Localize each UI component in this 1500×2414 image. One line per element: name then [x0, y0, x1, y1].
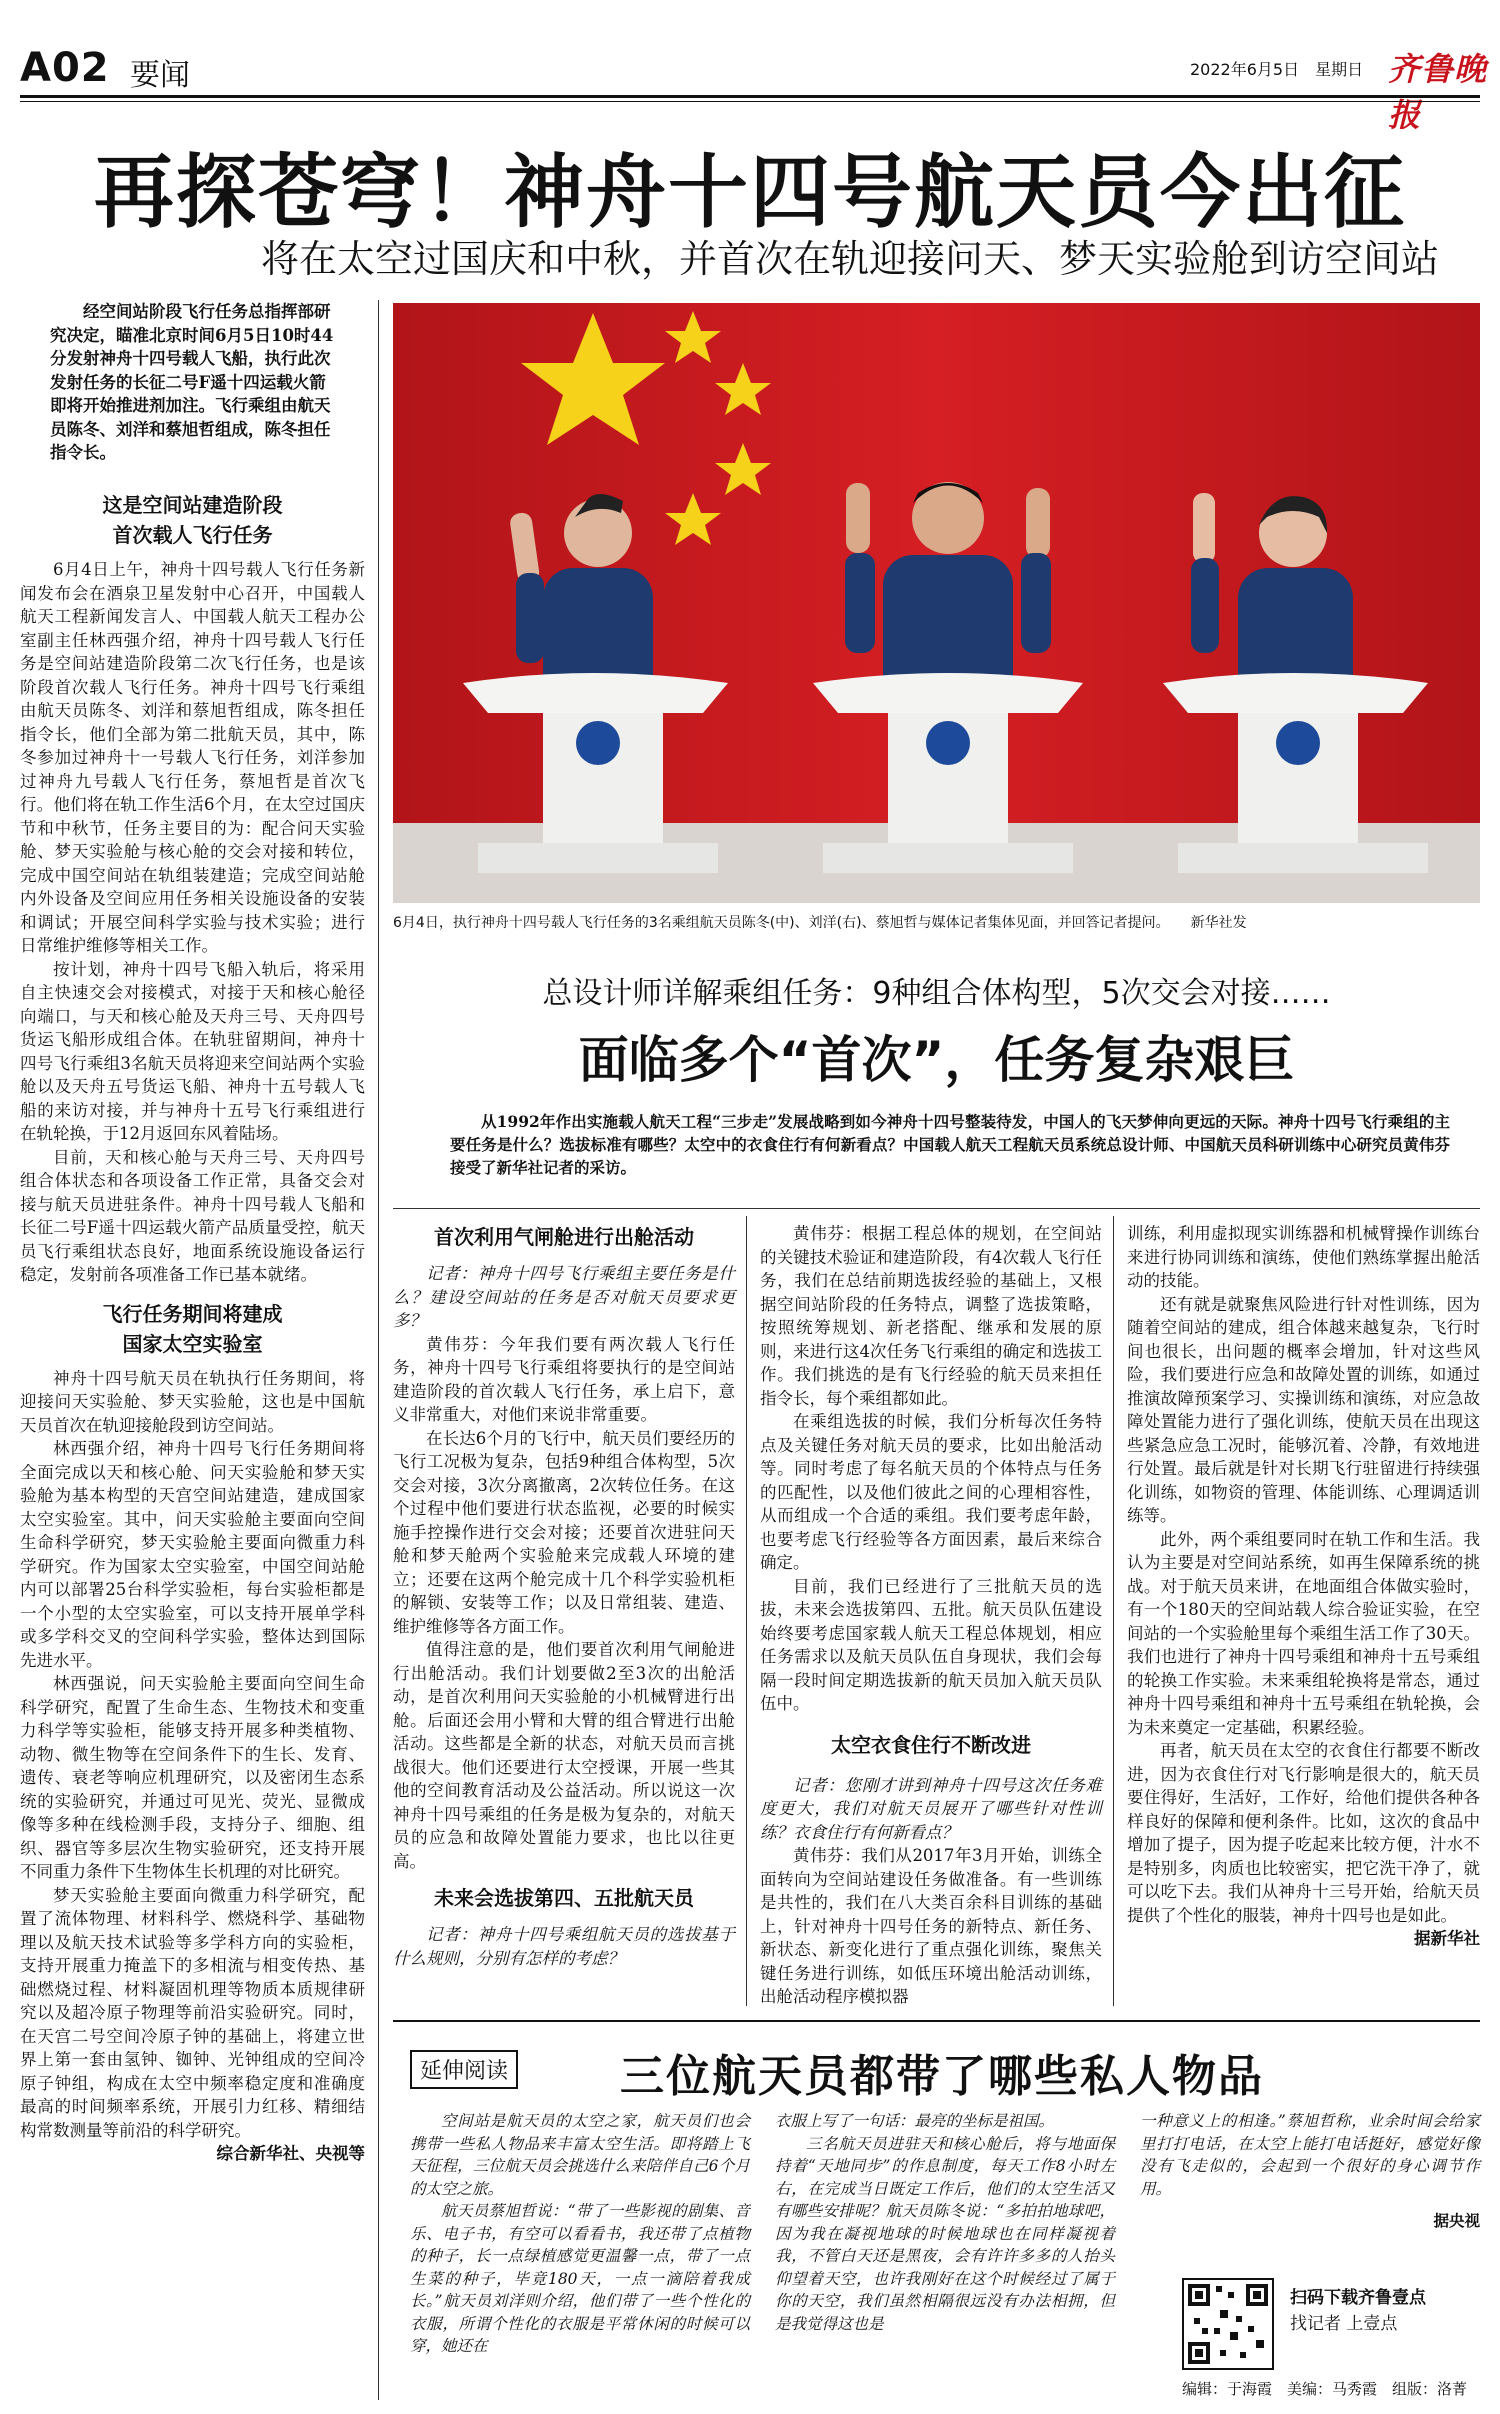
photo-caption: 6月4日，执行神舟十四号载人飞行任务的3名乘组航天员陈冬(中)、刘洋(右)、蔡旭哲与媒体记者集体见面，并回答记者提问。 新华社发 [393, 915, 1247, 931]
masthead-rule [20, 95, 1480, 98]
photo-illustration [393, 303, 1480, 903]
paragraph: 还有就是就聚焦风险进行针对性训练，因为随着空间站的建成，组合体越来越复杂，飞行时间也很长，出问题的概率会增加，针对这些风险，我们要进行应急和故障处置的训练，如通过推演故障预案学习、实操训练和演练，对应急故障处置能力进行了强化训练，使航天员在出现这些紧急应急工况时，能够沉着、冷静，有效地进行处置。最后就是针对长期飞行驻留进行持续强化训练，如物资的管理、体能训练、心理调适训练等。 [1127, 1294, 1480, 1525]
section-title: 要闻 [130, 58, 190, 93]
extended-column-3 [1140, 2110, 1480, 2233]
page-number: A02 [20, 45, 110, 91]
brand-logo: 齐鲁晚报 [1388, 50, 1488, 134]
issue-date: 2022年6月5日 星期日 [1190, 60, 1364, 79]
extended-reading-label: 延伸阅读 [410, 2050, 518, 2089]
column-divider [746, 1216, 747, 2006]
lead-paragraph: 经空间站阶段飞行任务总指挥部研究决定，瞄准北京时间6月5日10时44分发射神舟十四号载人飞船，执行此次发射任务的长征二号F遥十四运载火箭即将开始推进剂加注。飞行乘组由航天员陈冬、刘洋和蔡旭哲组成，陈冬担任指令长。 [50, 302, 334, 462]
feature-column-1 [393, 1222, 735, 1970]
column-divider [1113, 1216, 1114, 2006]
feature-column-3 [1127, 1222, 1480, 1951]
section-heading: 这是空间站建造阶段 首次载人飞行任务 [102, 493, 283, 547]
section-heading: 太空衣食住行不断改进 [831, 1732, 1031, 1757]
paragraph: 衣服上写了一句话：最亮的坐标是祖国。 [775, 2112, 1055, 2130]
credit: 据新华社 [1414, 1929, 1480, 1948]
feature-intro: 从1992年作出实施载人航天工程“三步走”发展战略到如今神舟十四号整装待发，中国人的飞天梦伸向更远的天际。神舟十四号飞行乘组的主要任务是什么？选拔标准有哪些？太空中的衣食住行有何新看点？中国载人航天工程航天员系统总设计师、中国航天员科研训练中心研究员黄伟芬接受了新华社记者的采访。 [450, 1112, 1450, 1177]
paragraph: 再者，航天员在太空的衣食住行都要不断改进，因为衣食住行对飞行影响是很大的，航天员要住得好，生活好，工作好，给他们提供各种各样良好的保障和便利条件。比如，这次的食品中增加了提子，因为提子吃起来比较方便，汁水不是特别多，肉质也比较密实，把它洗干净了，就可以吃下去。我们从神舟十三号开始，给航天员提供了个性化的服装，神舟十四号也是如此。 [1127, 1741, 1480, 1925]
paragraph: 值得注意的是，他们要首次利用气闸舱进行出舱活动。我们计划要做2至3次的出舱活动，是首次利用问天实验舱的小机械臂进行出舱。后面还会用小臂和大臂的组合臂进行出舱活动。这些都是全新的状态，对航天员而言挑战很大。他们还要进行太空授课，开展一些其他的空间教育活动及公益活动。所以说这一次神舟十四号乘组的任务是极为复杂的，对航天员的应急和故障处置能力要求，也比以往更高。 [393, 1640, 735, 1871]
credit: 综合新华社、央视等 [216, 2144, 365, 2163]
credit: 据央视 [1433, 2211, 1480, 2230]
qr-caption: 扫码下载齐鲁壹点 找记者 上壹点 [1290, 2288, 1426, 2334]
answer: 黄伟芬：根据工程总体的规划，在空间站的关键技术验证和建造阶段，有4次载人飞行任务，我们在总结前期选拔经验的基础上，又根据空间站阶段的任务特点，调整了选拔策略，按照统筹规划、新老搭配、继承和发展的原则，来进行这4次任务飞行乘组的确定和选拔工作。我们挑选的是有飞行经验的航天员来担任指令长，每个乘组都如此。 [760, 1224, 1102, 1408]
question: 记者：神舟十四号乘组航天员的选拔基于什么规则，分别有怎样的考虑？ [393, 1925, 735, 1968]
section-heading: 飞行任务期间将建成 国家太空实验室 [102, 1301, 283, 1356]
paragraph: 目前，天和核心舱与天舟三号、天舟四号组合体状态和各项设备工作正常，具备交会对接与航天员进驻条件。神舟十四号载人飞船和长征二号F遥十四运载火箭产品质量受控，航天员飞行乘组状态良好，地面系统设施设备运行稳定，发射前各项准备工作已基本就绪。 [20, 1147, 365, 1284]
column-divider [378, 300, 379, 2400]
paragraph: 此外，两个乘组要同时在轨工作和生活。我认为主要是对空间站系统，如再生保障系统的挑战。对于航天员来讲，在地面组合体做实验时，有一个180天的空间站载人综合验证实验，在空间站的一个实验舱里每个乘组生活工作了30天。我们也进行了神舟十四号乘组和神舟十五号乘组的轮换工作实验。未来乘组轮换将是常态，通过神舟十四号乘组和神舟十五号乘组在轨轮换，会为未来奠定一定基础，积累经验。 [1127, 1529, 1480, 1737]
intro-divider [393, 1208, 1480, 1209]
extended-column-2 [775, 2110, 1115, 2335]
paragraph: 梦天实验舱主要面向微重力科学研究，配置了流体物理、材料科学、燃烧科学、基础物理以及航天技术试验等多学科方向的实验柜，支持开展重力掩盖下的多相流与相变传热、基础燃烧过程、材料凝固机理等物质本质规律研究以及超冷原子物理等前沿实验研究。同时，在天宫二号空间冷原子钟的基础上，将建立世界上第一套由氢钟、铷钟、光钟组成的空间冷原子钟组，构成在太空中频率稳定度和准确度最高的时间频率系统，开展引力红移、精细结构常数测量等前沿的科学研究。 [20, 1885, 365, 2140]
paragraph: 一种意义上的相逢。”蔡旭哲称，业余时间会给家里打打电话，在太空上能打电话挺好，感觉好像没有飞走似的，会起到一个很好的身心调节作用。 [1140, 2112, 1480, 2198]
press-conference-photo [393, 303, 1480, 903]
editor-credits: 编辑：于海霞 美编：马秀霞 组版：洛菁 [1182, 2380, 1468, 2398]
paragraph: 空间站是航天员的太空之家，航天员们也会携带一些私人物品来丰富太空生活。即将踏上飞天征程，三位航天员会挑选什么来陪伴自己6个月的太空之旅。 [410, 2112, 750, 2198]
paragraph: 在长达6个月的飞行中，航天员们要经历的飞行工况极为复杂，包括9种组合体构型，5次交会对接，3次分离撤离，2次转位任务。在这个过程中他们要进行状态监视，必要的时候实施手控操作进行交会对接；还要首次进驻问天舱和梦天舱两个实验舱来完成载人环境的建立；还要在这两个舱完成十几个科学实验机柜的解锁、安装等工作；以及日常组装、建造、维护维修等各方面工作。 [393, 1428, 735, 1636]
left-column [20, 490, 365, 2166]
feature-headline: 面临多个“首次”，任务复杂艰巨 [578, 1031, 1295, 1089]
paragraph: 神舟十四号航天员在轨执行任务期间，将迎接问天实验舱、梦天实验舱，这也是中国航天员首次在轨迎接舱段到访空间站。 [20, 1368, 365, 1435]
masthead-rule-thin [20, 101, 1480, 102]
extended-column-1 [410, 2110, 750, 2358]
answer: 黄伟芬：我们从2017年3月开始，训练全面转向为空间站建设任务做准备。有一些训练是共性的，我们在八大类百余科目训练的基础上，针对神舟十四号任务的新特点、新任务、新状态、新变化进行了重点强化训练，聚焦关键任务进行训练，如低压环境出舱活动训练，出舱活动程序模拟器 [760, 1846, 1102, 2006]
feature-column-2 [760, 1222, 1102, 2009]
extended-headline: 三位航天员都带了哪些私人物品 [620, 2051, 1264, 2102]
paragraph: 林西强介绍，神舟十四号飞行任务期间将全面完成以天和核心舱、问天实验舱和梦天实验舱为基本构型的天宫空间站建造，建成国家太空实验室。其中，问天实验舱主要面向空间生命科学研究，梦天实验舱主要面向微重力科学研究。作为国家太空实验室，中国空间站舱内可以部署25台科学实验柜，每台实验柜都是一个小型的太空实验室，可以支持开展单学科或多学科交叉的空间科学实验，整体达到国际先进水平。 [20, 1439, 365, 1670]
paragraph: 目前，我们已经进行了三批航天员的选拔，未来会选拔第四、五批。航天员队伍建设始终要考虑国家载人航天工程总体规划，相应任务需求以及航天员队伍自身现状，我们会每隔一段时间定期选拔新的航天员加入航天员队伍中。 [760, 1576, 1102, 1713]
paragraph: 在乘组选拔的时候，我们分析每次任务特点及关键任务对航天员的要求，比如出舱活动等。同时考虑了每名航天员的个体特点与任务的匹配性，以及他们彼此之间的心理相容性，从而组成一个合适的乘组。我们要考虑年龄，也要考虑飞行经验等各方面因素，最后来综合确定。 [760, 1412, 1102, 1572]
extended-divider [393, 2020, 1480, 2022]
paragraph: 训练，利用虚拟现实训练器和机械臂操作训练台来进行协同训练和演练，使他们熟练掌握出舱活动的技能。 [1127, 1224, 1480, 1290]
paragraph: 航天员蔡旭哲说：“带了一些影视的剧集、音乐、电子书，有空可以看看书，我还带了点植物的种子，长一点绿植感觉更温馨一点，带了一点生菜的种子，毕竟180天，一点一滴陪着我成长。”航天员刘洋则介绍，他们带了一些个性化的衣服，所谓个性化的衣服是平常休闲的时候可以穿，她还在 [410, 2202, 750, 2355]
page-headline: 再探苍穹！神舟十四号航天员今出征 [94, 146, 1406, 239]
feature-kicker: 总设计师详解乘组任务：9种组合体构型，5次交会对接…… [542, 976, 1331, 1011]
section-heading: 未来会选拔第四、五批航天员 [434, 1886, 694, 1910]
paragraph: 6月4日上午，神舟十四号载人飞行任务新闻发布会在酒泉卫星发射中心召开，中国载人航天工程新闻发言人、中国载人航天工程办公室副主任林西强介绍，神舟十四号载人飞行任务是空间站建造阶段第二次飞行任务，也是该阶段首次载人飞行任务。神舟十四号飞行乘组由航天员陈冬、刘洋和蔡旭哲组成，陈冬担任指令长，他们全部为第二批航天员，其中，陈冬参加过神舟十一号载人飞行任务，刘洋参加过神舟九号载人飞行任务，蔡旭哲是首次飞行。他们将在轨工作生活6个月，在太空过国庆节和中秋节，任务主要目的为：配合问天实验舱、梦天实验舱与核心舱的交会对接和转位，完成中国空间站在轨组装建造；完成空间站舱内外设备及空间应用任务相关设施设备的安装和调试；开展空间科学实验与技术实验；进行日常维护维修等相关工作。 [20, 560, 365, 955]
paragraph: 三名航天员进驻天和核心舱后，将与地面保持着“天地同步”的作息制度，每天工作8小时左右，在完成当日既定工作后，他们的太空生活又有哪些安排呢？航天员陈冬说：“多拍拍地球吧，因为我在凝视地球的时候地球也在同样凝视着我，不管白天还是黑夜，会有许许多多的人抬头仰望着天空，也许我刚好在这个时候经过了属于你的天空，我们虽然相隔很远没有办法相拥，但是我觉得这也是 [775, 2134, 1115, 2333]
qr-code-icon[interactable] [1182, 2278, 1274, 2370]
answer: 黄伟芬：今年我们要有两次载人飞行任务，神舟十四号飞行乘组将要执行的是空间站建造阶段的首次载人飞行任务，承上启下，意义非常重大，对他们来说非常重要。 [393, 1334, 735, 1424]
paragraph: 林西强说，问天实验舱主要面向空间生命科学研究，配置了生命生态、生物技术和变重力科学等实验柜，能够支持开展多种类植物、动物、微生物等在空间条件下的生长、发育、遗传、衰老等响应机理研究，以及密闭生态系统的实验研究，并通过可见光、荧光、显微成像等多种在线检测手段，支持分子、细胞、组织、器官等多层次生物实验研究，还支持开展不同重力条件下生物体生长机理的对比研究。 [20, 1674, 365, 1881]
question: 记者：您刚才讲到神舟十四号这次任务难度更大，我们对航天员展开了哪些针对性训练？衣食住行有何新看点？ [760, 1775, 1102, 1842]
section-heading: 首次利用气闸舱进行出舱活动 [434, 1225, 694, 1249]
paragraph: 按计划，神舟十四号飞船入轨后，将采用自主快速交会对接模式，对接于天和核心舱径向端口，与天和核心舱及天舟三号、天舟四号货运飞船形成组合体。在轨驻留期间，神舟十四号飞行乘组3名航天员将迎来空间站两个实验舱以及天舟五号货运飞船、神舟十五号载人飞船的来访对接，并与神舟十五号飞行乘组进行在轨轮换，于12月返回东风着陆场。 [20, 959, 365, 1143]
page-subhead: 将在太空过国庆和中秋，并首次在轨迎接问天、梦天实验舱到访空间站 [260, 237, 1439, 281]
question: 记者：神舟十四号飞行乘组主要任务是什么？建设空间站的任务是否对航天员要求更多？ [393, 1264, 735, 1330]
